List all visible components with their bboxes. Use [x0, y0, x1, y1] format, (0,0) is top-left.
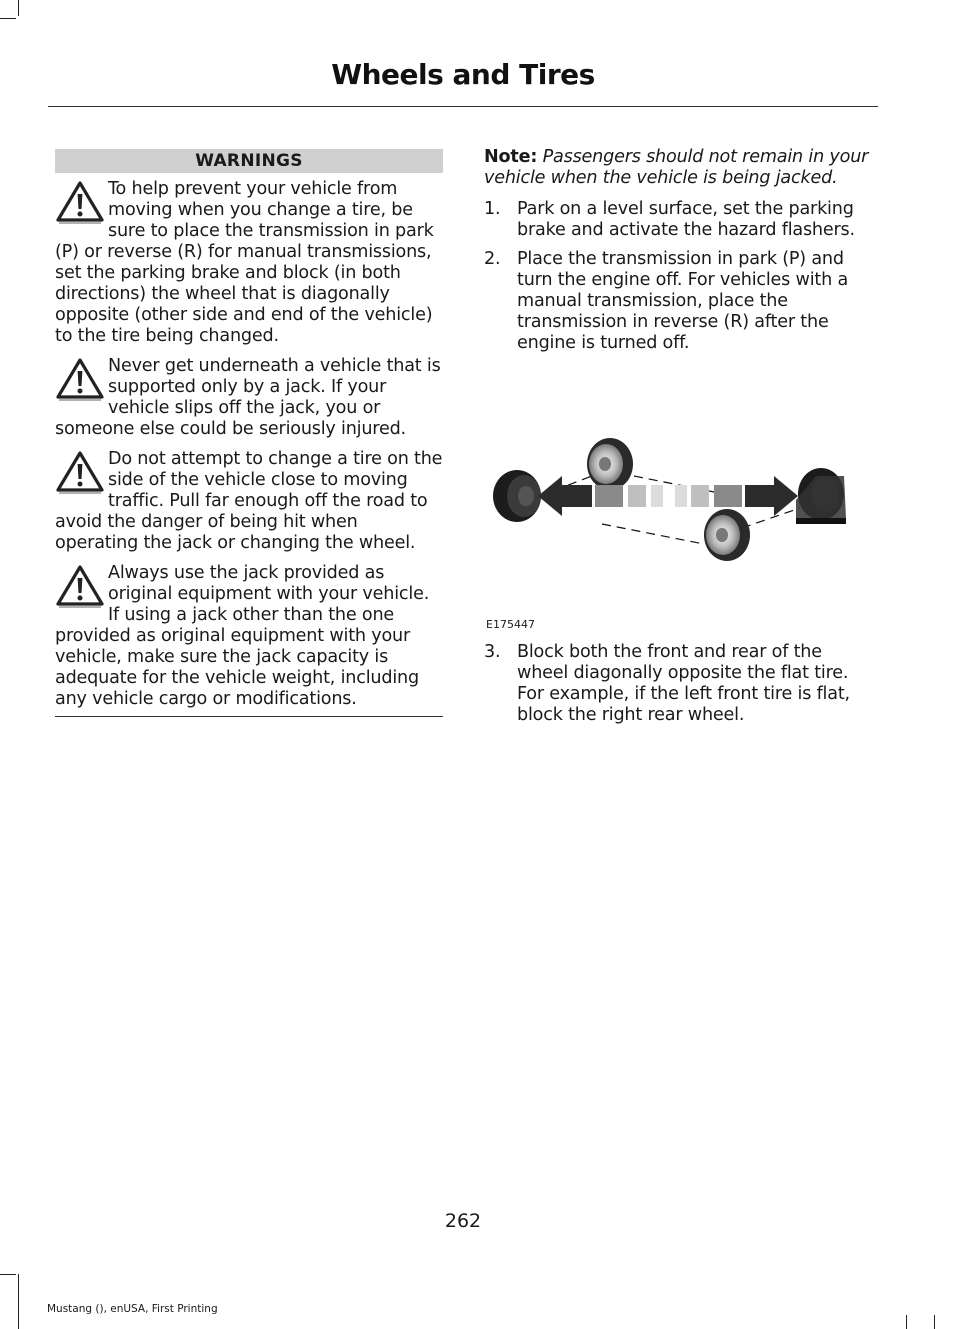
warning-item: [55, 356, 443, 440]
wheel-front-left: [493, 470, 541, 522]
step-item: [484, 199, 876, 241]
wheel-diagram: [484, 368, 876, 608]
page-number: 262: [444, 1210, 482, 1232]
step-number: 3.: [484, 642, 501, 662]
step-item: [484, 642, 876, 726]
step-item: [484, 249, 876, 354]
wheel-blocking-illustration: [484, 368, 876, 631]
footer-text: Mustang (), enUSA, First Printing: [47, 1303, 218, 1315]
warning-item: [55, 449, 443, 554]
wheel-rear-left: [704, 509, 750, 561]
step-text: Place the transmission in park (P) and turn the engine off. For vehicles with a manual transmission, place the transmission in reverse (R) after the engine is turned off.: [517, 249, 849, 353]
warning-triangle-icon: [55, 564, 105, 608]
warning-text: Always use the jack provided as original equipment with your vehicle. If using a jack other than the one provided as original equipment with your vehicle, make sure the jack capacity is adequate for the vehicle weight, including any vehicle cargo or modifications.: [55, 563, 430, 709]
crop-mark: [906, 1315, 907, 1329]
warnings-heading: WARNINGS: [55, 149, 443, 173]
header-divider: [48, 106, 878, 107]
warning-item: [55, 179, 443, 347]
warning-item: [55, 563, 443, 710]
step-text: Block both the front and rear of the wheel diagonally opposite the flat tire. For example, if the left front tire is flat, block the right rear wheel.: [517, 642, 850, 725]
step-text: Park on a level surface, set the parking brake and activate the hazard flashers.: [517, 199, 855, 240]
page-title: Wheels and Tires: [331, 58, 595, 91]
crop-mark: [934, 1315, 935, 1329]
note-label: Note:: [484, 147, 538, 167]
double-arrow: [538, 476, 798, 516]
step-number: 1.: [484, 199, 501, 219]
crop-mark: [0, 1274, 16, 1275]
figure-id: E175447: [486, 618, 535, 631]
crop-mark: [18, 1274, 19, 1329]
crop-mark: [0, 18, 16, 19]
note-text: Passengers should not remain in your vehicle when the vehicle is being jacked.: [484, 147, 869, 188]
crop-mark: [18, 0, 19, 16]
warning-text: Never get underneath a vehicle that is supported only by a jack. If your vehicle slips off the jack, you or someone else could be seriously injured.: [55, 356, 441, 439]
warnings-panel: [55, 149, 443, 717]
step-number: 2.: [484, 249, 501, 269]
warning-text: To help prevent your vehicle from moving when you change a tire, be sure to place the transmission in park (P) or reverse (R) for manual transmissions, set the parking brake and block (in both directions) the wheel that is diagonally opposite (other side and end of the vehicle) to the tire being changed.: [55, 179, 434, 346]
wheel-rear-right-with-chock: [796, 468, 846, 524]
wheel-front-right: [587, 438, 633, 490]
warnings-divider: [55, 716, 443, 717]
warning-text: Do not attempt to change a tire on the side of the vehicle close to moving traffic. Pull far enough off the road to avoid the danger of being hit when operating the jack or changing the wheel.: [55, 449, 443, 553]
warning-triangle-icon: [55, 450, 105, 494]
note-paragraph: [484, 147, 876, 189]
warning-triangle-icon: [55, 180, 105, 224]
warning-triangle-icon: [55, 357, 105, 401]
instructions-column: [484, 147, 876, 734]
